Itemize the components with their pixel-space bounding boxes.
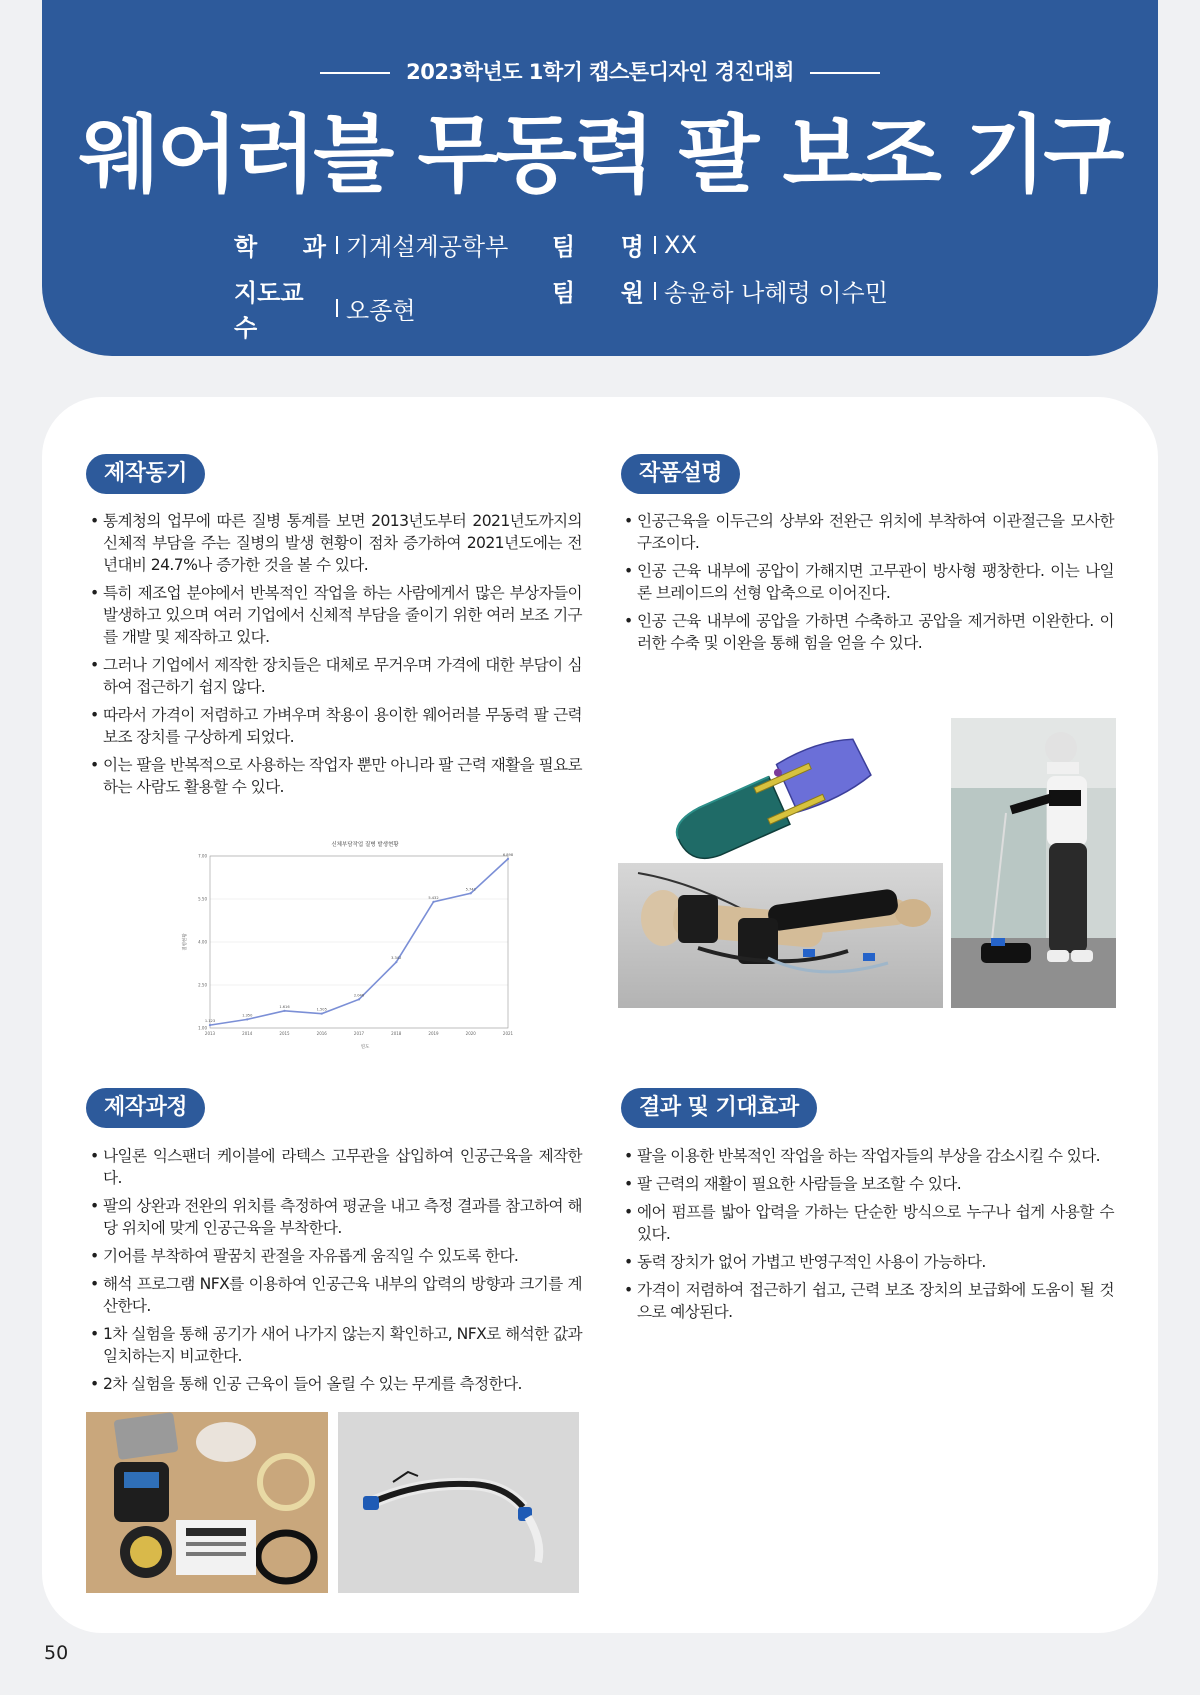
right-rule [810,72,880,74]
chart-point [395,961,397,963]
chart-xtick-label: 2019 [428,1031,439,1036]
chart-data-label: 1.350 [242,1013,253,1018]
list-item: • 동력 장치가 없어 가볍고 반영구적인 사용이 가능하다. [624,1251,1114,1273]
section-title-process: 제작과정 [86,1088,205,1128]
list-item: • 인공근육을 이두근의 상부와 전완근 위치에 부착하여 이관절근을 모사한 구조이다. [624,510,1114,554]
chart-data-label: 6.898 [502,852,514,857]
info-label: 학 과 [234,233,326,261]
chart-data-label: 5.742 [465,887,476,892]
list-item: • 에어 펌프를 밟아 압력을 가하는 단순한 방식으로 누구나 쉽게 사용할 수 있다. [624,1201,1114,1245]
section-title-motivation: 제작동기 [86,454,205,494]
chart-data-label: 2.046 [353,993,365,998]
list-item: • 해석 프로그램 NFX를 이용하여 인공근육 내부의 압력의 방향과 크기를 계산한다. [90,1273,582,1317]
materials-photo [86,1412,328,1593]
person-wearing-device-photo [951,718,1116,1008]
info-separator [654,236,656,254]
chart-xtick-label: 2020 [465,1031,476,1036]
chart-xtick-label: 2015 [279,1031,290,1036]
results-list [624,1145,1114,1329]
chart-background [180,838,525,1053]
info-value: XX [664,230,697,259]
chart-ytick-label: 1.00 [198,1025,207,1031]
chart-point [432,901,434,903]
competition-line [42,56,1158,86]
page-title: 웨어러블 무동력 팔 보조 기구 [78,106,1122,204]
chart-ytick-label: 7.00 [198,853,207,859]
chart-xtick-label: 2018 [391,1031,402,1036]
list-item: • 통계청의 업무에 따른 질병 통계를 보면 2013년도부터 2021년도까지의 신체적 부담을 주는 질병의 발생 현황이 점차 증가하여 2021년도에는 전년대비 24.7%나 증가한 것을 볼 수 있다. [90,510,582,576]
list-item: • 나일론 익스팬더 케이블에 라텍스 고무관을 삽입하여 인공근육을 제작한다. [90,1145,582,1189]
list-item: • 이는 팔을 반복적으로 사용하는 작업자 뿐만 아니라 팔 근력 재활을 필요로 하는 사람도 활용할 수 있다. [90,754,582,798]
chart-xtick-label: 2014 [242,1031,253,1036]
list-item: • 그러나 기업에서 제작한 장치들은 대체로 무거우며 가격에 대한 부담이 심하여 접근하기 쉽지 않다. [90,654,582,698]
chart-point [246,1018,248,1020]
info-label: 팀 명 [552,233,644,261]
info-value: 오종현 [346,296,416,325]
chart-xtick-label: 2017 [353,1031,365,1036]
left-rule [320,72,390,74]
device-on-floor-photo [618,863,943,1008]
list-item: • 기어를 부착하여 팔꿈치 관절을 자유롭게 움직일 수 있도록 한다. [90,1245,582,1267]
process-list [90,1145,582,1401]
info-advisor [234,273,416,343]
list-item: • 인공 근육 내부에 공압이 가해지면 고무관이 방사형 팽창한다. 이는 나일론 브레이드의 선형 압축으로 이어진다. [624,560,1114,604]
chart-ytick-label: 5.50 [198,896,207,902]
info-team-name [552,227,697,262]
chart-data-label: 5.432 [428,895,439,900]
description-list [624,510,1114,660]
list-item: • 팔 근력의 재활이 필요한 사람들을 보조할 수 있다. [624,1173,1114,1195]
list-item: • 1차 실험을 통해 공기가 새어 나가지 않는지 확인하고, NFX로 해석한 값과 일치하는지 비교한다. [90,1323,582,1367]
list-item: • 따라서 가격이 저렴하고 가벼우며 착용이 용이한 웨어러블 무동력 팔 근력 보조 장치를 구상하게 되었다. [90,704,582,748]
page-number: 50 [44,1642,69,1664]
chart-data-label: 1.123 [204,1019,216,1024]
header-banner [42,0,1158,356]
chart-title: 신체부담작업 질병 발생현황 [331,842,399,849]
chart-data-label: 1.616 [279,1004,290,1009]
chart-ytick-label: 4.00 [198,939,207,945]
chart-xtick-label: 2021 [502,1031,514,1036]
chart-xlabel: 연도 [360,1045,370,1050]
list-item: • 팔을 이용한 반복적인 작업을 하는 작업자들의 부상을 감소시킬 수 있다. [624,1145,1114,1167]
section-title-results: 결과 및 기대효과 [621,1088,817,1128]
chart-point [283,1010,285,1012]
list-item: • 인공 근육 내부에 공압을 가하면 수축하고 공압을 제거하면 이완한다. 이러한 수축 및 이완을 통해 힘을 얻을 수 있다. [624,610,1114,654]
list-item: • 가격이 저렴하여 접근하기 쉽고, 근력 보조 장치의 보급화에 도움이 될 것으로 예상된다. [624,1279,1114,1323]
chart-data-label: 3.342 [391,956,402,961]
info-label: 지도교수 [234,279,304,342]
chart-point [358,998,360,1000]
chart-point [209,1024,211,1026]
info-value: 송윤하 나혜령 이수민 [664,279,888,307]
cad-model-image [660,718,890,863]
info-label: 팀 원 [552,279,644,307]
chart-point [321,1013,323,1015]
info-separator [654,282,656,300]
chart-ytick-label: 2.50 [198,982,207,988]
info-separator [336,236,338,254]
list-item: • 2차 실험을 통해 인공 근육이 들어 올릴 수 있는 무게를 측정한다. [90,1373,582,1395]
list-item: • 특히 제조업 분야에서 반복적인 작업을 하는 사람에게서 많은 부상자들이 발생하고 있으며 여러 기업에서 신체적 부담을 줄이기 위한 여러 보조 기구를 개발 및 제작하고 있다. [90,582,582,648]
info-separator [336,299,338,317]
info-department [234,227,508,262]
chart-ylabel: 질병현황 [183,933,188,951]
chart-point [507,858,509,860]
chart-point [470,892,472,894]
disease-trend-chart [180,838,525,1053]
chart-xtick-label: 2013 [204,1031,216,1036]
artificial-muscle-photo [338,1412,579,1593]
info-value: 기계설계공학부 [346,233,509,261]
list-item: • 팔의 상완과 전완의 위치를 측정하여 평균을 내고 측정 결과를 참고하여 해당 위치에 맞게 인공근육을 부착한다. [90,1195,582,1239]
chart-xtick-label: 2016 [316,1031,327,1036]
info-team-members [552,273,888,308]
chart-data-label: 1.505 [316,1007,327,1012]
section-title-description: 작품설명 [621,454,740,494]
competition-title: 2023학년도 1학기 캡스톤디자인 경진대회 [406,60,794,84]
motivation-list [90,510,582,804]
